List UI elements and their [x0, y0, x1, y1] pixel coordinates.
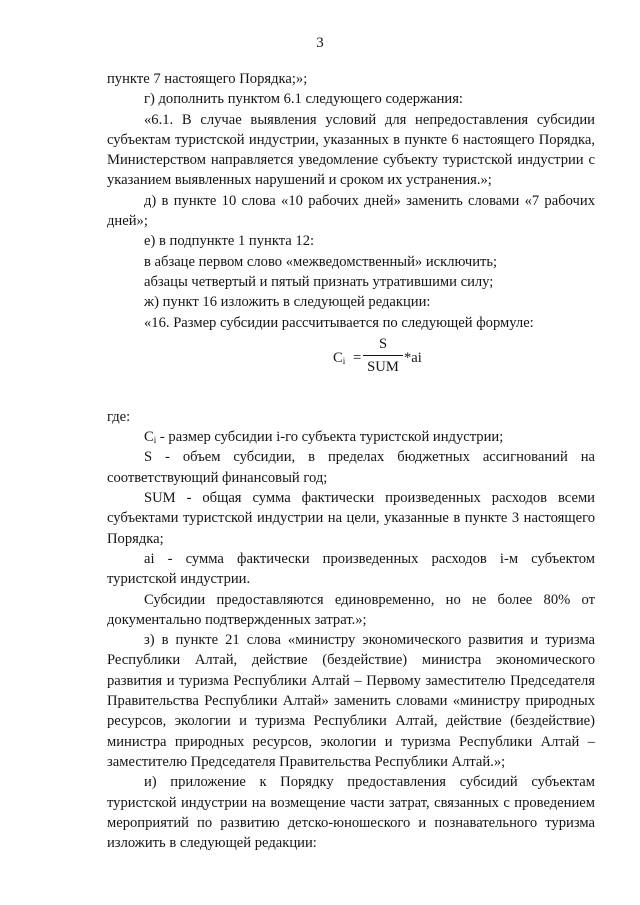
formula-rhs: *ai: [404, 349, 422, 366]
paragraph-item-i: и) приложение к Порядку предоставления субсидий субъектам туристской индустрии на возмещение части затрат, связанных с проведением мероприятий по развитию детско-юношеского и познавательного туризма изложить в следующей редакции:: [107, 774, 595, 852]
page-number: 3: [316, 35, 324, 51]
formula-lhs-sub: i: [342, 355, 346, 366]
subsidy-formula: [107, 335, 595, 385]
document-body: [107, 69, 595, 853]
formula-lhs: [333, 349, 345, 367]
paragraph-subsidy-limit: Субсидии предоставляются единовременно, но не более 80% от документально подтвержденных затрат.»;: [107, 591, 595, 628]
definition-sum: SUM - общая сумма фактически произведенных расходов всеми субъектами туристской индустрии на цели, указанные в пункте 3 настоящего Порядка;: [107, 490, 595, 547]
paragraph-item-e-1: в абзаце первом слово «межведомственный» исключить;: [144, 253, 498, 270]
definition-ci-symbol: [144, 429, 156, 445]
definition-ci-base: C: [144, 429, 154, 446]
paragraph-6-1: «6.1. В случае выявления условий для непредоставления субсидии субъектам туристской индустрии, указанных в пункте 6 настоящего Порядка, Министерством направляется уведомление субъекту туристской индустрии с указанием выявленных нарушений и сроком их устранения.»;: [107, 111, 595, 189]
paragraph-item-e: е) в подпункте 1 пункта 12:: [144, 233, 315, 250]
definition-ai: ai - сумма фактически произведенных расходов i-м субъектом туристской индустрии.: [107, 550, 595, 588]
paragraph-item-d: д) в пункте 10 слова «10 рабочих дней» заменить словами «7 рабочих дней»;: [107, 192, 595, 230]
paragraph-item-g: г) дополнить пунктом 6.1 следующего содержания:: [144, 91, 463, 108]
paragraph-item-e-2: абзацы четвертый и пятый признать утратившими силу;: [144, 273, 494, 290]
formula-fraction: [363, 335, 403, 376]
formula-numerator: S: [363, 335, 403, 356]
definition-ci-sub: i: [153, 435, 157, 446]
paragraph-item-zh: ж) пункт 16 изложить в следующей редакции:: [144, 294, 431, 311]
definition-s: S - объем субсидии, в пределах бюджетных ассигнований на соответствующий финансовый год;: [107, 449, 595, 486]
definition-ci: [107, 427, 595, 447]
formula-equals: =: [353, 349, 362, 366]
formula-denominator: SUM: [367, 358, 399, 375]
paragraph-16: «16. Размер субсидии рассчитывается по следующей формуле:: [144, 314, 534, 331]
definition-ci-text: - размер субсидии i-го субъекта туристской индустрии;: [156, 429, 504, 446]
formula-lhs-base: C: [333, 349, 343, 366]
paragraph-continuation: пункте 7 настоящего Порядка;»;: [107, 71, 308, 87]
paragraph-where: где:: [107, 408, 131, 425]
paragraph-item-z: з) в пункте 21 слова «министру экономического развития и туризма Республики Алтай, действие (бездействие) министра экономического развития и туризма Республики Алтай – Первому заместителю Председателя Правительства Республики Алтай» заменить словами «министру природных ресурсов, экологии и туризма Республики Алтай, действие (бездействие) министра природных ресурсов, экологии и туризма Республики Алтай – заместителю Председателя Правительства Республики Алтай.»;: [107, 632, 595, 770]
